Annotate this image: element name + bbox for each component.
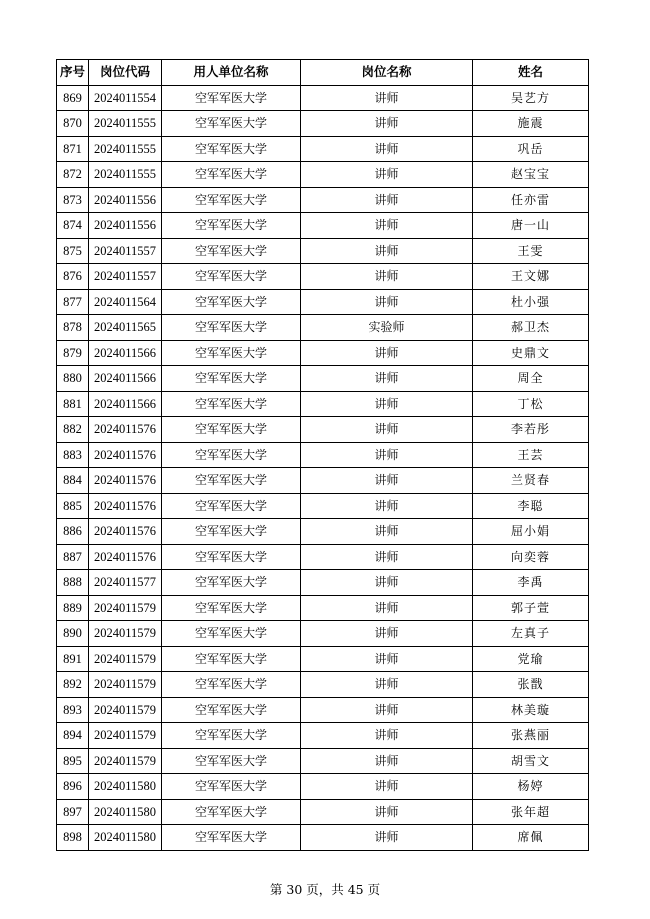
cell-position-name: 讲师 [301, 442, 473, 468]
cell-person-name: 杨婷 [473, 774, 589, 800]
table-row [57, 162, 589, 188]
cell-person-name: 王芸 [473, 442, 589, 468]
cell-employer-name: 空军军医大学 [162, 366, 301, 392]
header-person-name: 姓名 [473, 60, 589, 86]
cell-person-name: 赵宝宝 [473, 162, 589, 188]
cell-employer-name: 空军军医大学 [162, 595, 301, 621]
personnel-table [56, 59, 589, 851]
table-row [57, 391, 589, 417]
cell-position-name: 讲师 [301, 621, 473, 647]
cell-position-code: 2024011565 [89, 315, 162, 341]
cell-position-code: 2024011555 [89, 136, 162, 162]
cell-position-code: 2024011576 [89, 519, 162, 545]
cell-employer-name: 空军军医大学 [162, 315, 301, 341]
cell-position-code: 2024011577 [89, 570, 162, 596]
cell-person-name: 史鼎文 [473, 340, 589, 366]
table-row [57, 442, 589, 468]
cell-position-code: 2024011556 [89, 187, 162, 213]
cell-employer-name: 空军军医大学 [162, 519, 301, 545]
table-row [57, 238, 589, 264]
cell-serial-number: 893 [57, 697, 89, 723]
cell-position-code: 2024011576 [89, 442, 162, 468]
cell-position-name: 讲师 [301, 162, 473, 188]
table-row [57, 774, 589, 800]
table-row [57, 417, 589, 443]
cell-person-name: 李禹 [473, 570, 589, 596]
cell-person-name: 张年超 [473, 799, 589, 825]
cell-position-name: 讲师 [301, 468, 473, 494]
cell-employer-name: 空军军医大学 [162, 417, 301, 443]
cell-position-code: 2024011580 [89, 799, 162, 825]
cell-person-name: 李聪 [473, 493, 589, 519]
cell-employer-name: 空军军医大学 [162, 646, 301, 672]
cell-employer-name: 空军军医大学 [162, 493, 301, 519]
cell-serial-number: 894 [57, 723, 89, 749]
table-row [57, 264, 589, 290]
cell-serial-number: 890 [57, 621, 89, 647]
cell-person-name: 胡雪文 [473, 748, 589, 774]
cell-employer-name: 空军军医大学 [162, 85, 301, 111]
cell-position-code: 2024011566 [89, 366, 162, 392]
cell-serial-number: 883 [57, 442, 89, 468]
cell-employer-name: 空军军医大学 [162, 391, 301, 417]
cell-employer-name: 空军军医大学 [162, 570, 301, 596]
cell-employer-name: 空军军医大学 [162, 289, 301, 315]
cell-serial-number: 873 [57, 187, 89, 213]
cell-serial-number: 897 [57, 799, 89, 825]
cell-position-name: 讲师 [301, 213, 473, 239]
table-body [57, 85, 589, 850]
table-row [57, 493, 589, 519]
cell-position-name: 讲师 [301, 366, 473, 392]
cell-position-code: 2024011566 [89, 391, 162, 417]
cell-person-name: 王文娜 [473, 264, 589, 290]
table-row [57, 697, 589, 723]
cell-person-name: 郝卫杰 [473, 315, 589, 341]
cell-serial-number: 871 [57, 136, 89, 162]
cell-position-code: 2024011566 [89, 340, 162, 366]
cell-serial-number: 898 [57, 825, 89, 851]
cell-position-code: 2024011580 [89, 825, 162, 851]
table-row [57, 111, 589, 137]
cell-serial-number: 885 [57, 493, 89, 519]
table-row [57, 136, 589, 162]
cell-person-name: 施震 [473, 111, 589, 137]
cell-position-code: 2024011564 [89, 289, 162, 315]
cell-serial-number: 876 [57, 264, 89, 290]
cell-serial-number: 895 [57, 748, 89, 774]
cell-employer-name: 空军军医大学 [162, 238, 301, 264]
cell-employer-name: 空军军医大学 [162, 136, 301, 162]
cell-position-name: 讲师 [301, 570, 473, 596]
cell-serial-number: 884 [57, 468, 89, 494]
cell-employer-name: 空军军医大学 [162, 748, 301, 774]
page-number: 第 30 页，共 45 页 [269, 882, 381, 897]
cell-position-name: 讲师 [301, 187, 473, 213]
cell-person-name: 林美璇 [473, 697, 589, 723]
cell-position-code: 2024011576 [89, 493, 162, 519]
header-position-name: 岗位名称 [301, 60, 473, 86]
cell-position-name: 讲师 [301, 544, 473, 570]
cell-person-name: 屈小娟 [473, 519, 589, 545]
cell-serial-number: 882 [57, 417, 89, 443]
cell-position-code: 2024011576 [89, 468, 162, 494]
cell-employer-name: 空军军医大学 [162, 442, 301, 468]
cell-serial-number: 878 [57, 315, 89, 341]
cell-person-name: 张戬 [473, 672, 589, 698]
table-header-row [57, 60, 589, 86]
table-row [57, 468, 589, 494]
cell-employer-name: 空军军医大学 [162, 621, 301, 647]
cell-position-name: 讲师 [301, 391, 473, 417]
cell-position-name: 讲师 [301, 774, 473, 800]
cell-position-code: 2024011579 [89, 697, 162, 723]
table-row [57, 799, 589, 825]
cell-serial-number: 877 [57, 289, 89, 315]
cell-serial-number: 891 [57, 646, 89, 672]
cell-person-name: 左真子 [473, 621, 589, 647]
table-row [57, 646, 589, 672]
cell-serial-number: 886 [57, 519, 89, 545]
cell-position-name: 讲师 [301, 799, 473, 825]
cell-employer-name: 空军军医大学 [162, 723, 301, 749]
cell-person-name: 周全 [473, 366, 589, 392]
cell-position-code: 2024011579 [89, 748, 162, 774]
table-row [57, 672, 589, 698]
cell-position-name: 讲师 [301, 672, 473, 698]
cell-position-name: 讲师 [301, 595, 473, 621]
cell-position-name: 讲师 [301, 111, 473, 137]
cell-position-code: 2024011576 [89, 544, 162, 570]
cell-position-code: 2024011557 [89, 264, 162, 290]
cell-person-name: 李若彤 [473, 417, 589, 443]
cell-serial-number: 881 [57, 391, 89, 417]
cell-position-name: 讲师 [301, 417, 473, 443]
header-employer-name: 用人单位名称 [162, 60, 301, 86]
cell-employer-name: 空军军医大学 [162, 825, 301, 851]
cell-position-code: 2024011555 [89, 162, 162, 188]
table-row [57, 519, 589, 545]
cell-position-code: 2024011576 [89, 417, 162, 443]
cell-position-name: 讲师 [301, 85, 473, 111]
cell-position-code: 2024011579 [89, 621, 162, 647]
cell-employer-name: 空军军医大学 [162, 799, 301, 825]
cell-employer-name: 空军军医大学 [162, 264, 301, 290]
cell-person-name: 席佩 [473, 825, 589, 851]
cell-person-name: 任亦雷 [473, 187, 589, 213]
cell-serial-number: 872 [57, 162, 89, 188]
cell-serial-number: 874 [57, 213, 89, 239]
header-position-code: 岗位代码 [89, 60, 162, 86]
cell-person-name: 兰贤春 [473, 468, 589, 494]
cell-employer-name: 空军军医大学 [162, 774, 301, 800]
cell-position-code: 2024011554 [89, 85, 162, 111]
cell-position-name: 实验师 [301, 315, 473, 341]
cell-person-name: 向奕蓉 [473, 544, 589, 570]
cell-person-name: 杜小强 [473, 289, 589, 315]
cell-position-name: 讲师 [301, 748, 473, 774]
cell-position-name: 讲师 [301, 723, 473, 749]
cell-position-name: 讲师 [301, 493, 473, 519]
cell-position-code: 2024011579 [89, 595, 162, 621]
cell-serial-number: 888 [57, 570, 89, 596]
table-row [57, 825, 589, 851]
table-row [57, 289, 589, 315]
cell-person-name: 巩岳 [473, 136, 589, 162]
cell-serial-number: 869 [57, 85, 89, 111]
cell-person-name: 丁松 [473, 391, 589, 417]
table-row [57, 570, 589, 596]
cell-employer-name: 空军军医大学 [162, 162, 301, 188]
cell-employer-name: 空军军医大学 [162, 111, 301, 137]
cell-position-name: 讲师 [301, 264, 473, 290]
cell-position-code: 2024011557 [89, 238, 162, 264]
table-row [57, 595, 589, 621]
cell-person-name: 张燕丽 [473, 723, 589, 749]
cell-employer-name: 空军军医大学 [162, 697, 301, 723]
cell-person-name: 党瑜 [473, 646, 589, 672]
table-row [57, 213, 589, 239]
cell-person-name: 吴艺方 [473, 85, 589, 111]
cell-serial-number: 896 [57, 774, 89, 800]
cell-employer-name: 空军军医大学 [162, 672, 301, 698]
cell-serial-number: 887 [57, 544, 89, 570]
cell-serial-number: 879 [57, 340, 89, 366]
table-row [57, 187, 589, 213]
cell-position-name: 讲师 [301, 519, 473, 545]
cell-employer-name: 空军军医大学 [162, 468, 301, 494]
cell-person-name: 唐一山 [473, 213, 589, 239]
cell-employer-name: 空军军医大学 [162, 213, 301, 239]
cell-position-name: 讲师 [301, 340, 473, 366]
cell-employer-name: 空军军医大学 [162, 544, 301, 570]
cell-serial-number: 870 [57, 111, 89, 137]
cell-position-name: 讲师 [301, 825, 473, 851]
table-row [57, 723, 589, 749]
cell-position-name: 讲师 [301, 697, 473, 723]
table-row [57, 544, 589, 570]
table-row [57, 340, 589, 366]
cell-position-code: 2024011579 [89, 723, 162, 749]
cell-person-name: 王雯 [473, 238, 589, 264]
cell-position-name: 讲师 [301, 289, 473, 315]
table-row [57, 621, 589, 647]
table-row [57, 315, 589, 341]
table-row [57, 366, 589, 392]
cell-position-code: 2024011579 [89, 646, 162, 672]
cell-position-code: 2024011555 [89, 111, 162, 137]
cell-position-name: 讲师 [301, 646, 473, 672]
table-row [57, 85, 589, 111]
table-row [57, 748, 589, 774]
cell-serial-number: 875 [57, 238, 89, 264]
cell-serial-number: 880 [57, 366, 89, 392]
cell-position-name: 讲师 [301, 136, 473, 162]
cell-position-code: 2024011556 [89, 213, 162, 239]
cell-position-code: 2024011579 [89, 672, 162, 698]
cell-person-name: 郭子萱 [473, 595, 589, 621]
cell-serial-number: 889 [57, 595, 89, 621]
cell-position-code: 2024011580 [89, 774, 162, 800]
cell-employer-name: 空军军医大学 [162, 340, 301, 366]
cell-employer-name: 空军军医大学 [162, 187, 301, 213]
cell-position-name: 讲师 [301, 238, 473, 264]
header-serial-number: 序号 [57, 60, 89, 86]
cell-serial-number: 892 [57, 672, 89, 698]
